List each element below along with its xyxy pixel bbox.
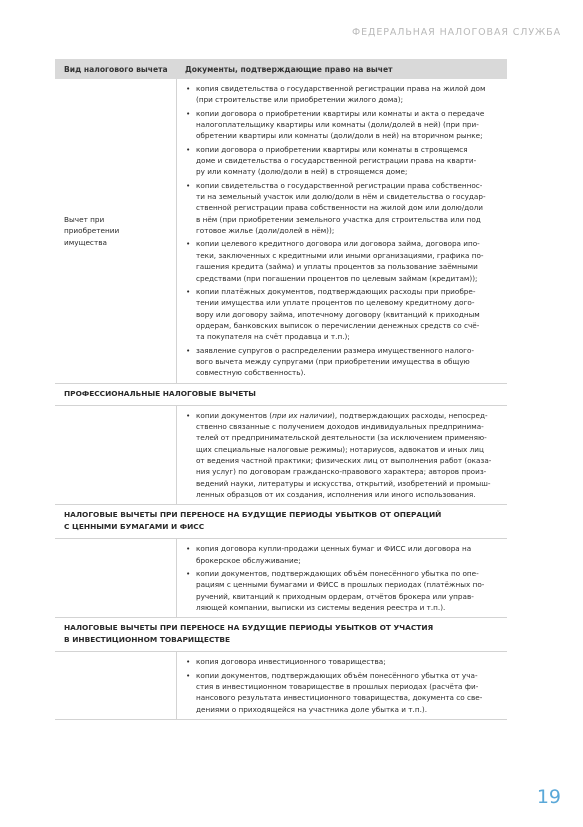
item-line: налогоплательщику квартиры или комнаты (доли/долей в ней) (при при- [196,120,479,130]
item-line: вого вычета между супругами (при приобретении имущества в общую [196,356,470,366]
document-list-item [185,543,507,566]
item-line: вору или договору займа, ипотечному договору (квитанций к приходным [196,309,480,319]
table-row-professional [55,406,507,506]
item-line: нансового результата инвестиционного товарищества, документа со све- [196,693,483,703]
document-item-text [196,543,507,566]
section-heading-securities [55,505,507,539]
section-heading-line: ПРОФЕССИОНАЛЬНЫЕ НАЛОГОВЫЕ ВЫЧЕТЫ [64,388,256,398]
page-number: 19 [536,786,561,808]
bullet-icon: • [186,84,191,93]
table-row-securities [55,539,507,618]
document-item-text [196,410,507,501]
documents-cell [177,79,507,383]
document-item-text [196,108,507,142]
deduction-type-cell [55,406,177,505]
deduction-type-cell [55,539,177,617]
item-line: ордерам, банковских выписок о перечислении денежных средств со счё- [196,320,480,330]
item-line: та покупателя на счёт продавца и т.п.); [196,332,350,342]
item-line: копия свидетельства о государственной регистрации права на жилой дом [196,84,486,93]
item-line: от ведения частной практики; физических лиц от выполнения работ (оказа- [196,455,492,465]
item-line: обретении квартиры или комнаты (доли/доли в ней) на вторичном рынке; [196,131,483,141]
document-list-item [185,238,507,283]
item-line: копии платёжных документов, подтверждающих расходы при приобре- [196,286,476,296]
bullet-icon: • [186,108,191,118]
documents-cell [177,652,507,719]
item-line: ляющей компании, выписки из системы ведения реестра и т.п.). [196,603,446,613]
bullet-icon: • [186,286,191,296]
section-heading-professional [55,384,507,406]
column-header-documents: Документы, подтверждающие право на вычет [185,64,393,74]
document-item-text [196,83,507,106]
document-list-item [185,286,507,343]
document-list-item [185,108,507,142]
bullet-icon: • [186,239,191,249]
item-line: ти на земельный участок или долю/доли в нём и свидетельства о государ- [196,192,486,202]
bullet-icon: • [186,544,191,554]
item-line: стия в инвестиционном товариществе в прошлых периодах (расчёта фи- [196,682,479,692]
documents-cell [177,539,507,617]
deduction-type-cell [55,652,177,719]
item-line: ленных образцов от их создания, исполнения или иного использования. [196,490,476,499]
document-item-text [196,286,507,343]
item-line: (при строительстве или приобретении жилого дома); [196,95,404,105]
document-item-text [196,345,507,379]
item-line: копии целевого кредитного договора или договора займа, договора ипо- [196,239,480,249]
section-heading-line: С ЦЕННЫМИ БУМАГАМИ И ФИСС [64,522,205,532]
document-list-item [185,144,507,178]
item-line: ния услуг) по договорам гражданско-правового характера; авторов произ- [196,467,487,477]
item-line: телей от предпринимательской деятельности (за исключением применяю- [196,433,487,443]
section-heading-partnership [55,618,507,652]
item-line: заявление супругов о распределении размера имущественного налого- [196,345,475,355]
bullet-icon: • [186,410,191,420]
document-list-item [185,568,507,613]
item-line: ственно связанные с получением доходов индивидуальных предпринима- [196,421,484,431]
item-line: щих специальные налоговые режимы); нотариусов, адвокатов и иных лиц [196,444,484,454]
item-line: копии документов (при их наличии), подтверждающих расходы, непосред- [196,410,488,420]
document-item-text [196,144,507,178]
bullet-icon: • [186,569,191,579]
label-line: имущества [64,237,107,247]
table-header [55,59,507,79]
item-line: брокерское обслуживание; [196,555,301,565]
document-list-item [185,180,507,237]
deductions-table [55,59,507,720]
bullet-icon: • [186,144,191,154]
document-item-text [196,238,507,283]
document-item-text [196,670,507,715]
document-item-text [196,656,507,667]
item-line: в нём (при приобретении земельного участка для строительства или под [196,214,481,224]
item-line: копия договора инвестиционного товарищества; [196,657,386,667]
deduction-type-cell [55,79,177,383]
bullet-icon: • [186,657,191,667]
running-header: ФЕДЕРАЛЬНАЯ НАЛОГОВАЯ СЛУЖБА [352,27,561,38]
item-line: копии договора о приобретении квартиры или комнаты в строящемся [196,144,468,154]
bullet-icon: • [186,180,191,190]
document-list-item [185,345,507,379]
item-line: ведений науки, литературы и искусства, открытий, изобретений и промыш- [196,478,491,488]
document-item-text [196,180,507,237]
bullet-icon: • [186,345,191,355]
bullet-icon: • [186,670,191,680]
item-line: дениями о приходящейся на участника доле убытка и т.п.). [196,704,428,714]
item-line: средствами (при погашении процентов по целевым займам (кредитам)); [196,273,478,283]
item-line: копия договора купли-продажи ценных бумаг и ФИСС или договора на [196,544,472,554]
item-line: копии договора о приобретении квартиры или комнаты и акта о передаче [196,108,485,118]
item-line: ру или комнату (долю/доли в ней) в строящемся доме; [196,167,408,177]
section-heading-line: НАЛОГОВЫЕ ВЫЧЕТЫ ПРИ ПЕРЕНОСЕ НА БУДУЩИЕ ПЕРИОДЫ УБЫТКОВ ОТ ОПЕРАЦИЙ [64,510,442,520]
item-line: гашения кредита (займа) и уплаты процентов за пользование заёмными [196,262,478,272]
item-line: копии документов, подтверждающих объём понесённого убытка от уча- [196,670,478,680]
item-line: рациям с ценными бумагами и ФИСС в прошлых периодах (платёжных по- [196,580,485,590]
documents-cell [177,406,507,505]
item-line: совместную собственность). [196,368,306,378]
document-item-text [196,568,507,613]
section-heading-line: В ИНВЕСТИЦИОННОМ ТОВАРИЩЕСТВЕ [64,635,231,645]
document-list-item [185,656,507,667]
document-list-item [185,670,507,715]
item-line: ственной регистрации права собственности на жилой дом или долю/доли [196,203,483,213]
table-row-partnership [55,652,507,720]
item-line: копии документов, подтверждающих объём понесённого убытка по опе- [196,569,479,579]
deduction-type-label [55,214,119,249]
table-row-property [55,79,507,384]
document-list-item [185,410,507,501]
item-line: теки, заключенных с кредитными или иными организациями, графика по- [196,250,484,260]
item-line: готовое жилье (доли/долей в нём)); [196,226,335,236]
column-header-deduction-type: Вид налогового вычета [64,64,168,74]
label-line: приобретении [64,226,120,236]
item-line: доме и свидетельства о государственной регистрации права на кварти- [196,156,477,166]
item-line: ручений, квитанций к приходным ордерам, отчётов брокера или управ- [196,591,474,601]
item-line: тении имущества или уплате процентов по целевому кредитному дого- [196,298,475,308]
label-line: Вычет при [64,214,105,224]
document-list-item [185,83,507,106]
section-heading-line: НАЛОГОВЫЕ ВЫЧЕТЫ ПРИ ПЕРЕНОСЕ НА БУДУЩИЕ ПЕРИОДЫ УБЫТКОВ ОТ УЧАСТИЯ [64,623,434,633]
item-line: копии свидетельства о государственной регистрации права собственнос- [196,180,483,190]
